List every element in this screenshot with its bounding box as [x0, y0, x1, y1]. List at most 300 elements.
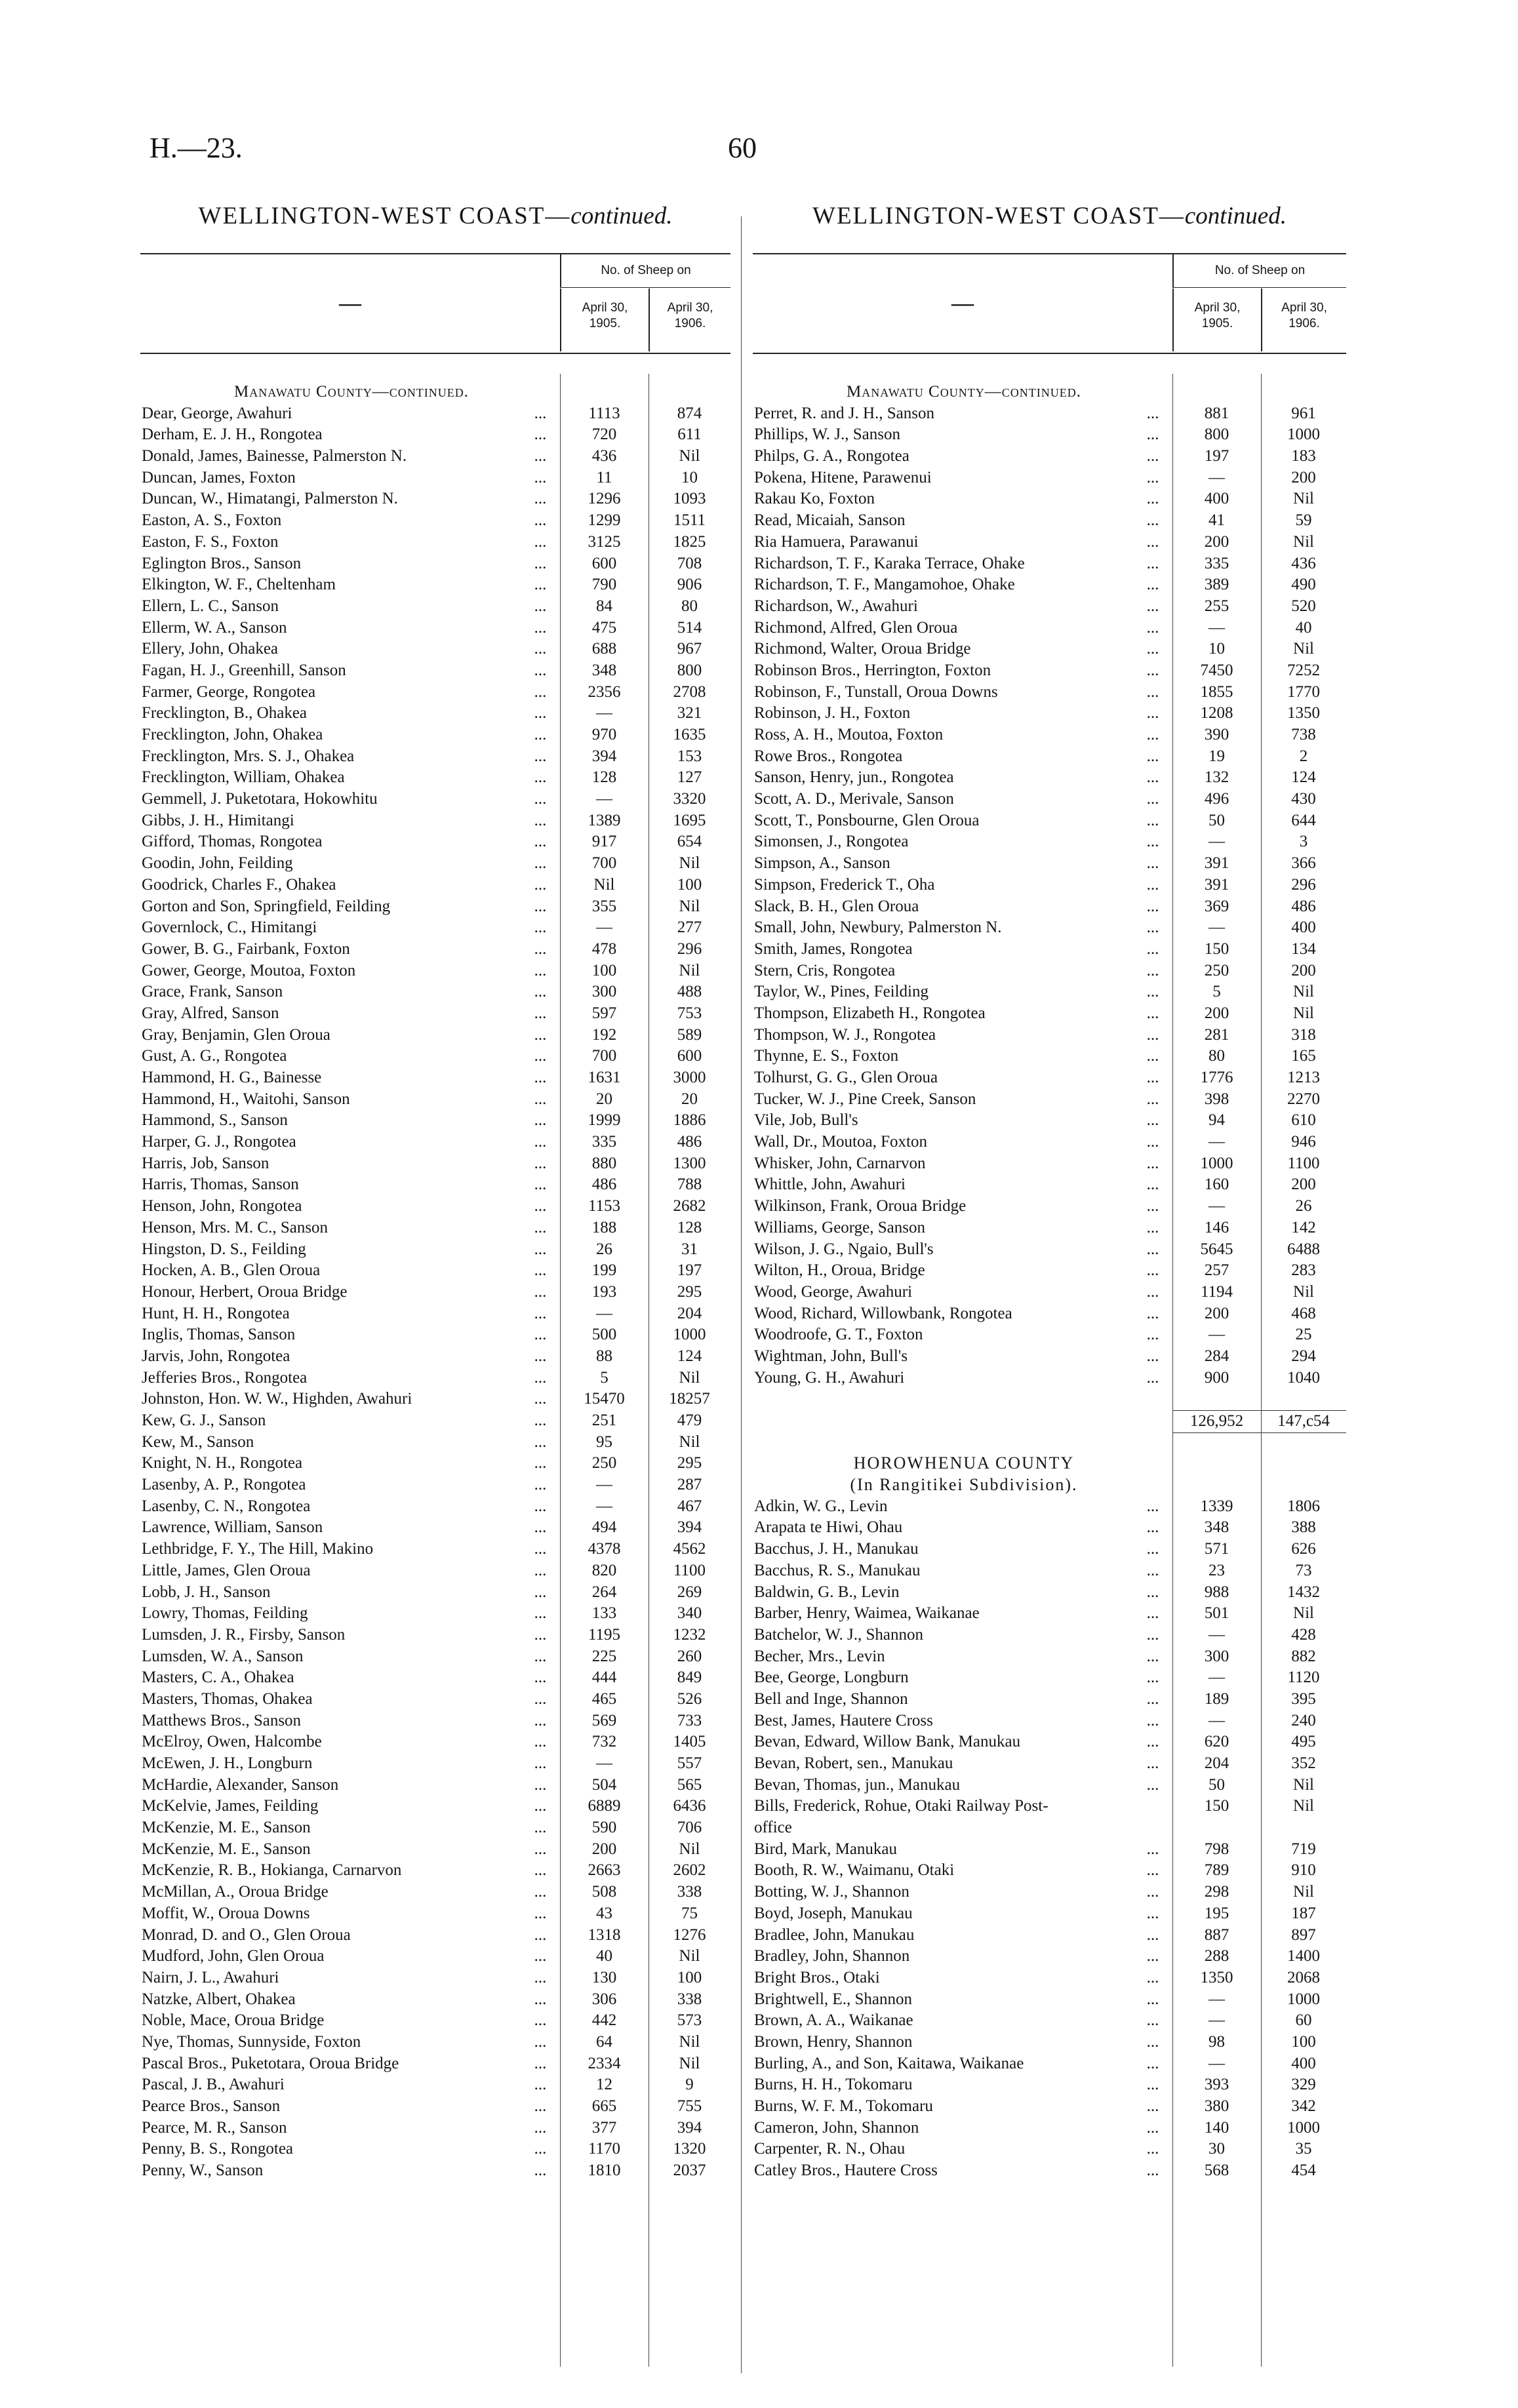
sheep-1906-value: 40 — [1295, 618, 1312, 637]
table-row — [140, 1089, 730, 1111]
sheep-1906-value: Nil — [679, 1840, 700, 1858]
column-rule — [1172, 374, 1173, 2367]
leader-dots: ... — [1146, 1925, 1159, 1944]
sheep-1905-value: 3125 — [588, 532, 621, 551]
leader-dots: ... — [534, 1583, 547, 1601]
table-row — [140, 1067, 730, 1089]
sheep-1906-value: Nil — [1293, 1883, 1314, 1901]
sheep-1906-value: 1120 — [1287, 1668, 1320, 1687]
table-row — [140, 532, 730, 553]
table-row — [753, 660, 1346, 682]
sheep-1905-value: 798 — [1204, 1840, 1229, 1858]
leader-dots: ... — [1146, 811, 1159, 829]
leader-dots: ... — [534, 1218, 547, 1236]
table-row — [753, 1539, 1346, 1560]
sheep-1906-value: 80 — [681, 597, 698, 615]
leader-dots: ... — [1146, 1261, 1159, 1280]
leader-dots: ... — [534, 640, 547, 658]
leader-dots: ... — [534, 726, 547, 743]
sheep-1906-value: 2708 — [673, 682, 706, 701]
sheep-1905-value: 1999 — [588, 1111, 621, 1130]
table-row — [140, 1474, 730, 1496]
sheep-1905-value: 150 — [1204, 939, 1229, 958]
owner-name: Kew, M., Sanson — [142, 1432, 254, 1451]
leader-dots: ... — [1146, 2032, 1159, 2051]
leader-dots: ... — [1146, 1968, 1159, 1986]
table-row — [140, 1796, 730, 1817]
sheep-1906-value: 1000 — [1287, 2118, 1320, 2137]
sheep-1906-value: 340 — [677, 1604, 702, 1623]
sheep-1905-value: 1195 — [588, 1625, 621, 1644]
owner-name: Vile, Job, Bull's — [754, 1111, 858, 1130]
table-row — [753, 724, 1346, 746]
sheep-1905-value: 288 — [1204, 1947, 1229, 1965]
column-title: WELLINGTON-WEST COAST—continued. — [198, 203, 673, 229]
owner-name: Stern, Cris, Rongotea — [754, 961, 896, 979]
table-row — [753, 1432, 1346, 1453]
sheep-1905-value: 475 — [591, 618, 617, 637]
sheep-1906-value: 269 — [677, 1583, 702, 1601]
sheep-1905-value: 225 — [591, 1647, 617, 1665]
table-row — [753, 1132, 1346, 1153]
owner-name: Easton, F. S., Foxton — [142, 532, 279, 551]
owner-name: Penny, W., Sanson — [142, 2161, 264, 2180]
sheep-1906-value: 6488 — [1287, 1240, 1320, 1258]
sheep-1905-value: 496 — [1204, 790, 1229, 808]
leader-dots: ... — [1146, 1090, 1159, 1108]
table-row — [753, 1239, 1346, 1261]
sheep-1906-value: 479 — [677, 1411, 702, 1429]
table-row — [140, 1303, 730, 1325]
table-row — [140, 853, 730, 875]
leader-dots: ... — [534, 1240, 547, 1258]
table-row — [753, 1667, 1346, 1689]
table-row — [753, 2074, 1346, 2096]
sheep-1906-value: 127 — [677, 768, 702, 787]
page-reference: H.—23. — [150, 132, 243, 164]
owner-name: Frecklington, William, Ohakea — [142, 768, 345, 787]
sheep-1906-value: 128 — [677, 1218, 702, 1236]
owner-name: Noble, Mace, Oroua Bridge — [142, 2011, 325, 2030]
sheep-1906-value: 7252 — [1287, 661, 1320, 679]
table-row — [753, 1646, 1346, 1668]
table-row — [753, 1025, 1346, 1046]
table-row — [753, 1110, 1346, 1132]
leader-dots: ... — [534, 1990, 547, 2008]
sheep-1906-value: 906 — [677, 576, 702, 594]
sheep-1905-value: 50 — [1208, 1775, 1225, 1794]
sheep-1906-value: 788 — [677, 1175, 702, 1194]
sheep-1905-value: 98 — [1208, 2032, 1225, 2051]
sheep-1905-value: 688 — [591, 640, 617, 658]
sheep-1905-value: 1350 — [1200, 1968, 1233, 1986]
table-row — [753, 1967, 1346, 1989]
sheep-1906-value: 338 — [677, 1990, 702, 2008]
sheep-1905-value: 50 — [1208, 811, 1225, 829]
sheep-1905-value: — — [1208, 918, 1225, 937]
owner-name: Gray, Alfred, Sanson — [142, 1004, 279, 1022]
leader-dots: ... — [534, 2011, 547, 2030]
sheep-1906-value: 352 — [1291, 1754, 1316, 1772]
sheep-1905-value: 30 — [1208, 2140, 1225, 2158]
owner-name: Adkin, W. G., Levin — [754, 1497, 888, 1515]
sheep-1906-value: 287 — [677, 1476, 702, 1494]
owner-name: Lowry, Thomas, Feilding — [142, 1604, 308, 1623]
table-row — [140, 1110, 730, 1132]
table-row — [753, 2010, 1346, 2032]
sheep-1906-value: 946 — [1291, 1133, 1316, 1151]
leader-dots: ... — [534, 811, 547, 829]
sheep-1905-value: 15470 — [584, 1390, 625, 1408]
table-row — [753, 1882, 1346, 1903]
owner-name: Knight, N. H., Rongotea — [142, 1454, 303, 1472]
leader-dots: ... — [1146, 1625, 1159, 1644]
owner-name: Boyd, Joseph, Manukau — [754, 1904, 913, 1922]
sheep-1905-value: 620 — [1204, 1733, 1229, 1751]
sheep-1906-value: Nil — [1293, 1604, 1314, 1623]
table-row — [753, 618, 1346, 639]
owner-name: Simpson, Frederick T., Oha — [754, 875, 935, 894]
owner-name: Wood, George, Awahuri — [754, 1282, 913, 1301]
sheep-1905-value: 390 — [1204, 726, 1229, 743]
owner-name: Barber, Henry, Waimea, Waikanae — [754, 1604, 980, 1623]
owner-name: Bird, Mark, Manukau — [754, 1840, 898, 1858]
owner-name: McKelvie, James, Feilding — [142, 1797, 319, 1815]
leader-dots: ... — [534, 939, 547, 958]
table-row — [140, 724, 730, 746]
leader-dots: ... — [534, 1561, 547, 1579]
owner-name: Ellern, L. C., Sanson — [142, 597, 279, 615]
owner-name: Bevan, Thomas, jun., Manukau — [754, 1775, 961, 1794]
sheep-1906-value: 1300 — [673, 1154, 706, 1172]
owner-name: Bee, George, Longburn — [754, 1668, 909, 1687]
owner-name: Rakau Ko, Foxton — [754, 490, 875, 508]
leader-dots: ... — [534, 768, 547, 787]
leader-dots: ... — [1146, 1347, 1159, 1365]
owner-name: Bacchus, R. S., Manukau — [754, 1561, 921, 1579]
sheep-1905-value: 300 — [1204, 1647, 1229, 1665]
sheep-1905-value: 700 — [591, 1047, 617, 1065]
owner-name: Jefferies Bros., Rongotea — [142, 1368, 308, 1387]
owner-name: Lumsden, J. R., Firsby, Sanson — [142, 1625, 346, 1644]
owner-name: Lasenby, A. P., Rongotea — [142, 1476, 306, 1494]
leader-dots: ... — [1146, 1175, 1159, 1194]
owner-name: Frecklington, John, Ohakea — [142, 726, 323, 743]
owner-name: Richmond, Walter, Oroua Bridge — [754, 640, 971, 658]
table-row — [753, 875, 1346, 896]
sheep-1905-value: 665 — [591, 2097, 617, 2115]
sheep-1905-value: 5645 — [1200, 1240, 1233, 1258]
sheep-1906-value: 1000 — [673, 1326, 706, 1344]
table-row — [753, 1560, 1346, 1582]
table-row — [140, 2160, 730, 2182]
leader-dots: ... — [534, 554, 547, 572]
owner-name: Williams, George, Sanson — [754, 1218, 925, 1236]
owner-name: McKenzie, M. E., Sanson — [142, 1840, 311, 1858]
leader-dots: ... — [534, 1733, 547, 1751]
leader-dots: ... — [534, 597, 547, 615]
owner-name: Botting, W. J., Shannon — [754, 1883, 909, 1901]
sheep-1905-value: 391 — [1204, 854, 1229, 873]
table-row — [140, 1667, 730, 1689]
sheep-1905-value: 391 — [1204, 875, 1229, 894]
table-row — [140, 1603, 730, 1625]
leader-dots: ... — [1146, 1133, 1159, 1151]
leader-dots: ... — [1146, 447, 1159, 465]
table-row — [140, 1389, 730, 1410]
sheep-1905-value: 590 — [591, 1819, 617, 1837]
sheep-1905-value: 790 — [591, 576, 617, 594]
owner-name: Arapata te Hiwi, Ohau — [754, 1518, 903, 1537]
sheep-1905-value: 100 — [591, 961, 617, 979]
owner-name: Pascal, J. B., Awahuri — [142, 2076, 285, 2094]
table-row — [753, 2096, 1346, 2118]
table-row — [140, 1539, 730, 1560]
table-row — [140, 510, 730, 532]
sheep-1906-value: 2 — [1299, 747, 1308, 765]
table-row — [140, 789, 730, 810]
owner-name: Masters, Thomas, Ohakea — [142, 1689, 313, 1708]
table-row — [140, 1496, 730, 1518]
table-row — [753, 1582, 1346, 1604]
sheep-1906-value: 573 — [677, 2011, 702, 2030]
owner-name: Harris, Thomas, Sanson — [142, 1175, 299, 1194]
sheep-1905-value: 398 — [1204, 1090, 1229, 1108]
owner-name: Gifford, Thomas, Rongotea — [142, 833, 323, 851]
sheep-1906-value: 719 — [1291, 1840, 1316, 1858]
table-row — [753, 1303, 1346, 1325]
table-body — [753, 382, 1346, 2182]
leader-dots: ... — [534, 490, 547, 508]
leader-dots: ... — [534, 1668, 547, 1687]
sheep-1905-value: 508 — [591, 1883, 617, 1901]
leader-dots: ... — [534, 1497, 547, 1515]
column-title: WELLINGTON-WEST COAST—continued. — [812, 203, 1287, 229]
sheep-1906-value: 1511 — [673, 511, 706, 530]
table-row — [753, 1282, 1346, 1303]
owner-name: Hammond, S., Sanson — [142, 1111, 288, 1130]
leader-dots: ... — [534, 2140, 547, 2158]
sheep-1906-value: 338 — [677, 1883, 702, 1901]
leader-dots: ... — [534, 404, 547, 422]
table-row — [753, 1346, 1346, 1368]
owner-name: Hunt, H. H., Rongotea — [142, 1304, 290, 1322]
sheep-1906-value: 200 — [1291, 468, 1316, 486]
sheep-1905-value: — — [1208, 1990, 1225, 2008]
owner-name: Phillips, W. J., Sanson — [754, 425, 900, 444]
table-row — [140, 1646, 730, 1668]
leader-dots: ... — [534, 447, 547, 465]
sheep-1906-value: 366 — [1291, 854, 1316, 873]
column-rule — [560, 374, 561, 2367]
table-row — [753, 2160, 1346, 2182]
sheep-1905-value: — — [596, 1754, 612, 1772]
owner-name: Governlock, C., Himitangi — [142, 918, 317, 937]
table-row — [140, 1839, 730, 1861]
sheep-1906-value: 468 — [1291, 1304, 1316, 1322]
table-row — [140, 382, 730, 403]
table-row — [140, 467, 730, 489]
owner-name: Lumsden, W. A., Sanson — [142, 1647, 304, 1665]
owner-name: Hammond, H. G., Bainesse — [142, 1069, 322, 1086]
sheep-1905-value: 1000 — [1200, 1154, 1233, 1172]
table-row — [753, 1517, 1346, 1539]
owner-name: Bell and Inge, Shannon — [754, 1689, 908, 1708]
table-row — [140, 1132, 730, 1153]
table-row — [140, 939, 730, 960]
sheep-1906-value: 1695 — [673, 811, 706, 829]
owner-name: McElroy, Owen, Halcombe — [142, 1733, 322, 1751]
owner-name: Hocken, A. B., Glen Oroua — [142, 1261, 321, 1280]
sheep-1906-value: 1350 — [1287, 704, 1320, 722]
leader-dots: ... — [1146, 1733, 1159, 1751]
sheep-1905-value: 988 — [1204, 1583, 1229, 1601]
table-row — [753, 1410, 1346, 1432]
owner-name: Johnston, Hon. W. W., Highden, Awahuri — [142, 1390, 412, 1408]
sheep-1906-value: 321 — [677, 704, 702, 722]
leader-dots: ... — [534, 833, 547, 851]
table-row — [753, 746, 1346, 768]
leader-dots: ... — [534, 1175, 547, 1194]
leader-dots: ... — [1146, 1689, 1159, 1708]
leader-dots: ... — [534, 1476, 547, 1494]
sheep-1905-value: 64 — [596, 2032, 612, 2051]
sheep-1905-value: 88 — [596, 1347, 612, 1365]
table-row — [140, 1560, 730, 1582]
right-column — [753, 197, 1346, 2182]
leader-dots: ... — [1146, 404, 1159, 422]
leader-dots: ... — [534, 1197, 547, 1215]
sheep-1906-value: 486 — [1291, 897, 1316, 915]
sheep-1905-value: 568 — [1204, 2161, 1229, 2180]
owner-name: Wood, Richard, Willowbank, Rongotea — [754, 1304, 1012, 1322]
sheep-1906-value: Nil — [1293, 1775, 1314, 1794]
owner-name: Inglis, Thomas, Sanson — [142, 1326, 296, 1344]
owner-name: Honour, Herbert, Oroua Bridge — [142, 1282, 348, 1301]
leader-dots: ... — [534, 532, 547, 551]
owner-name: Lasenby, C. N., Rongotea — [142, 1497, 311, 1515]
leader-dots: ... — [1146, 961, 1159, 979]
owner-name: McHardie, Alexander, Sanson — [142, 1775, 339, 1794]
sheep-1905-value: 19 — [1208, 747, 1225, 765]
owner-name: Gust, A. G., Rongotea — [142, 1047, 287, 1065]
sheep-1905-value: 1296 — [588, 490, 621, 508]
sheep-1905-value: 970 — [591, 726, 617, 743]
sheep-1905-value: 700 — [591, 854, 617, 873]
owner-name: Farmer, George, Rongotea — [142, 682, 316, 701]
leader-dots: ... — [534, 1347, 547, 1365]
sheep-1905-value: 26 — [596, 1240, 612, 1258]
leader-dots: ... — [1146, 1561, 1159, 1579]
sheep-1906-value: 486 — [677, 1133, 702, 1151]
name-column-header: — — [339, 291, 361, 315]
table-row — [140, 2096, 730, 2118]
leader-dots: ... — [534, 1326, 547, 1344]
table-row — [753, 2118, 1346, 2139]
sheep-1905-value: 597 — [591, 1004, 617, 1022]
sheep-1906-value: 1432 — [1287, 1583, 1320, 1601]
sheep-1906-value: 2682 — [673, 1197, 706, 1215]
sheep-1906-value: Nil — [679, 1432, 700, 1451]
owner-name: Woodroofe, G. T., Foxton — [754, 1326, 923, 1344]
sheep-1905-value: 11 — [596, 468, 612, 486]
owner-name: Elkington, W. F., Cheltenham — [142, 576, 336, 594]
leader-dots: ... — [1146, 1047, 1159, 1065]
leader-dots: ... — [1146, 1218, 1159, 1236]
sheep-1905-value: 7450 — [1200, 661, 1233, 679]
owner-name: Ellerm, W. A., Sanson — [142, 618, 287, 637]
sheep-1905-value: 1389 — [588, 811, 621, 829]
sheep-1905-value: — — [596, 1497, 612, 1515]
owner-name: Little, James, Glen Oroua — [142, 1561, 311, 1579]
leader-dots: ... — [1146, 939, 1159, 958]
sheep-1905-value: 1194 — [1200, 1282, 1233, 1301]
owner-name: Sanson, Henry, jun., Rongotea — [754, 768, 954, 787]
table-row — [140, 618, 730, 639]
owner-name: Richardson, T. F., Mangamohoe, Ohake — [754, 576, 1015, 594]
sheep-1906-value: 100 — [677, 1968, 702, 1986]
sheep-1906-value: 283 — [1291, 1261, 1316, 1280]
table-row — [140, 2118, 730, 2139]
leader-dots: ... — [1146, 618, 1159, 637]
sheep-1906-value: 600 — [677, 1047, 702, 1065]
table-row — [140, 1410, 730, 1432]
table-row — [140, 1860, 730, 1882]
owner-name: Masters, C. A., Ohakea — [142, 1668, 294, 1687]
section-heading: (In Rangitikei Subdivision). — [850, 1475, 1078, 1495]
leader-dots: ... — [534, 661, 547, 679]
sheep-1906-value: Nil — [679, 2032, 700, 2051]
sheep-1906-value: 428 — [1291, 1625, 1316, 1644]
owner-name: Scott, A. D., Merivale, Sanson — [754, 790, 954, 808]
owner-name: Thompson, Elizabeth H., Rongotea — [754, 1004, 986, 1022]
sheep-1905-value: 41 — [1208, 511, 1225, 530]
sheep-1905-value: 298 — [1204, 1883, 1229, 1901]
table-row — [753, 1067, 1346, 1089]
sheep-1906-value: 4562 — [673, 1540, 706, 1558]
sheep-1905-value: 2663 — [588, 1861, 621, 1880]
leader-dots: ... — [534, 875, 547, 894]
leader-dots: ... — [1146, 640, 1159, 658]
owner-name: Simpson, A., Sanson — [754, 854, 890, 873]
owner-name: Pokena, Hitene, Parawenui — [754, 468, 932, 486]
table-row — [140, 660, 730, 682]
sheep-1905-value: 789 — [1204, 1861, 1229, 1880]
table-row — [753, 2032, 1346, 2053]
leader-dots: ... — [534, 1304, 547, 1322]
leader-dots: ... — [534, 468, 547, 486]
table-row — [753, 510, 1346, 532]
owner-name: Richmond, Alfred, Glen Oroua — [754, 618, 958, 637]
table-row — [140, 2074, 730, 2096]
sheep-1905-value: 193 — [591, 1282, 617, 1301]
sheep-1906-value: 2037 — [673, 2161, 706, 2180]
table-row — [140, 703, 730, 724]
sheep-1906-value: 6436 — [673, 1797, 706, 1815]
owner-name: Gray, Benjamin, Glen Oroua — [142, 1025, 330, 1044]
leader-dots: ... — [534, 1968, 547, 1986]
table-row — [753, 2053, 1346, 2075]
sheep-1905-value: — — [596, 918, 612, 937]
leader-dots: ... — [534, 1390, 547, 1408]
sheep-1906-value: 490 — [1291, 576, 1316, 594]
owner-name: McMillan, A., Oroua Bridge — [142, 1883, 329, 1901]
owner-name: Scott, T., Ponsbourne, Glen Oroua — [754, 811, 980, 829]
owner-name: Hingston, D. S., Feilding — [142, 1240, 306, 1258]
sheep-1906-value: 436 — [1291, 554, 1316, 572]
section-heading: Manawatu County—continued. — [234, 383, 469, 401]
sheep-1906-value: Nil — [1293, 1004, 1314, 1022]
